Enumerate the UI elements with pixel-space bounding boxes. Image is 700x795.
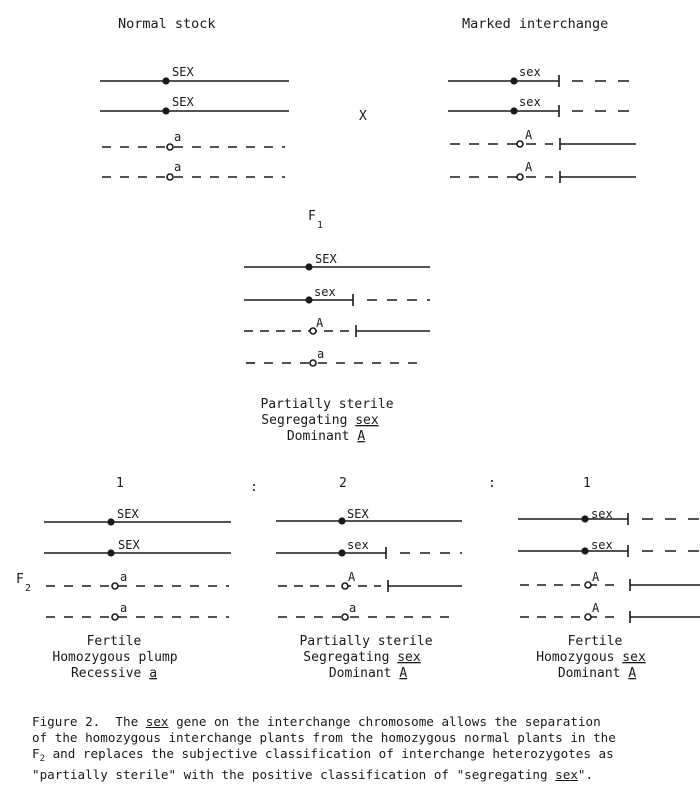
normal-stock-chromosomes [100,78,289,180]
gene-label-A: A [316,316,324,330]
gene-label-SEX: SEX [315,252,337,266]
centromere-open [112,614,118,620]
marked-interchange-heading: Marked interchange [462,16,609,32]
centromere-filled [582,548,588,554]
f2-label-subscript: 2 [25,583,32,594]
centromere-open [585,582,591,588]
f1-desc-line1: Partially sterile [260,397,394,412]
centromere-open [342,614,348,620]
gene-label-a: a [349,601,357,615]
f1-label-subscript: 1 [317,220,324,231]
gene-label-SEX: SEX [117,507,139,521]
centromere-open [310,360,316,366]
centromere-filled [163,108,169,114]
centromere-filled [339,518,345,524]
f1-chromosomes [244,264,430,366]
centromere-open [517,174,523,180]
gene-label-sex: sex [519,65,541,79]
centromere-filled [306,264,312,270]
centromere-filled [582,516,588,522]
f2-g3-line3: Dominant A [557,666,637,681]
centromere-open [112,583,118,589]
marked-interchange-chromosomes [448,75,636,183]
f2-g2-line1: Partially sterile [299,634,433,649]
gene-label-a: a [120,570,128,584]
gene-label-a: a [174,160,182,174]
gene-label-A: A [525,160,533,174]
f2-g2-line3: Dominant A [328,666,408,681]
gene-label-a: a [174,130,182,144]
gene-label-A: A [348,570,356,584]
gene-label-SEX: SEX [347,507,369,521]
gene-label-sex: sex [591,538,613,552]
f2-group-1-description [52,634,177,681]
f2-group-2-description [299,634,432,681]
centromere-filled [339,550,345,556]
gene-label-A: A [592,570,600,584]
f2-group-1-chromosomes [44,519,231,620]
f2-label-letter: F [16,572,24,587]
f2-label [16,572,31,594]
gene-label-A: A [525,128,533,142]
figure-caption: Figure 2. The sex gene on the interchange chromosome allows the separation of the homozygous interchange plants from the homozygous normal plants in the $F_2$ and replaces the subjective classification of interchange heterozygotes as "partially sterile" with the positive classification of "segregating sex". [32,714,616,782]
centromere-open [167,144,173,150]
f2-g3-line2: Homozygous sex [536,650,646,665]
gene-label-SEX: SEX [172,95,194,109]
f2-group-2-chromosomes [276,518,462,620]
ratio-1: 1 [116,476,124,491]
centromere-open [167,174,173,180]
centromere-filled [511,78,517,84]
f1-desc-line2: Segregating sex [261,413,379,428]
centromere-filled [511,108,517,114]
gene-label-A: A [592,601,600,615]
centromere-filled [163,78,169,84]
centromere-filled [108,519,114,525]
ratio-separator: : [250,480,258,495]
f2-g1-line3: Recessive a [70,666,158,681]
f2-g3-line1: Fertile [567,634,623,649]
normal-stock-heading: Normal stock [118,16,216,32]
gene-label-sex: sex [591,507,613,521]
f1-label [308,209,323,231]
f2-g1-line1: Fertile [86,634,142,649]
f1-label-letter: F [308,209,316,224]
f2-group-3-description [536,634,646,681]
gene-label-a: a [120,601,128,615]
ratio-separator: : [488,476,496,491]
cross-symbol: X [359,109,367,124]
gene-label-a: a [317,347,325,361]
gene-label-SEX: SEX [118,538,140,552]
ratio-3: 1 [583,476,591,491]
centromere-open [585,614,591,620]
f1-desc-line3: Dominant A [286,429,366,444]
ratio-2: 2 [339,476,347,491]
gene-label-sex: sex [347,538,369,552]
centromere-open [517,141,523,147]
f2-g1-line2: Homozygous plump [52,650,178,665]
gene-label-SEX: SEX [172,65,194,79]
gene-label-sex: sex [314,285,336,299]
gene-label-sex: sex [519,95,541,109]
f1-description [260,397,393,444]
centromere-filled [108,550,114,556]
f2-g2-line2: Segregating sex [303,650,421,665]
centromere-filled [306,297,312,303]
f2-group-3-chromosomes [518,513,700,623]
